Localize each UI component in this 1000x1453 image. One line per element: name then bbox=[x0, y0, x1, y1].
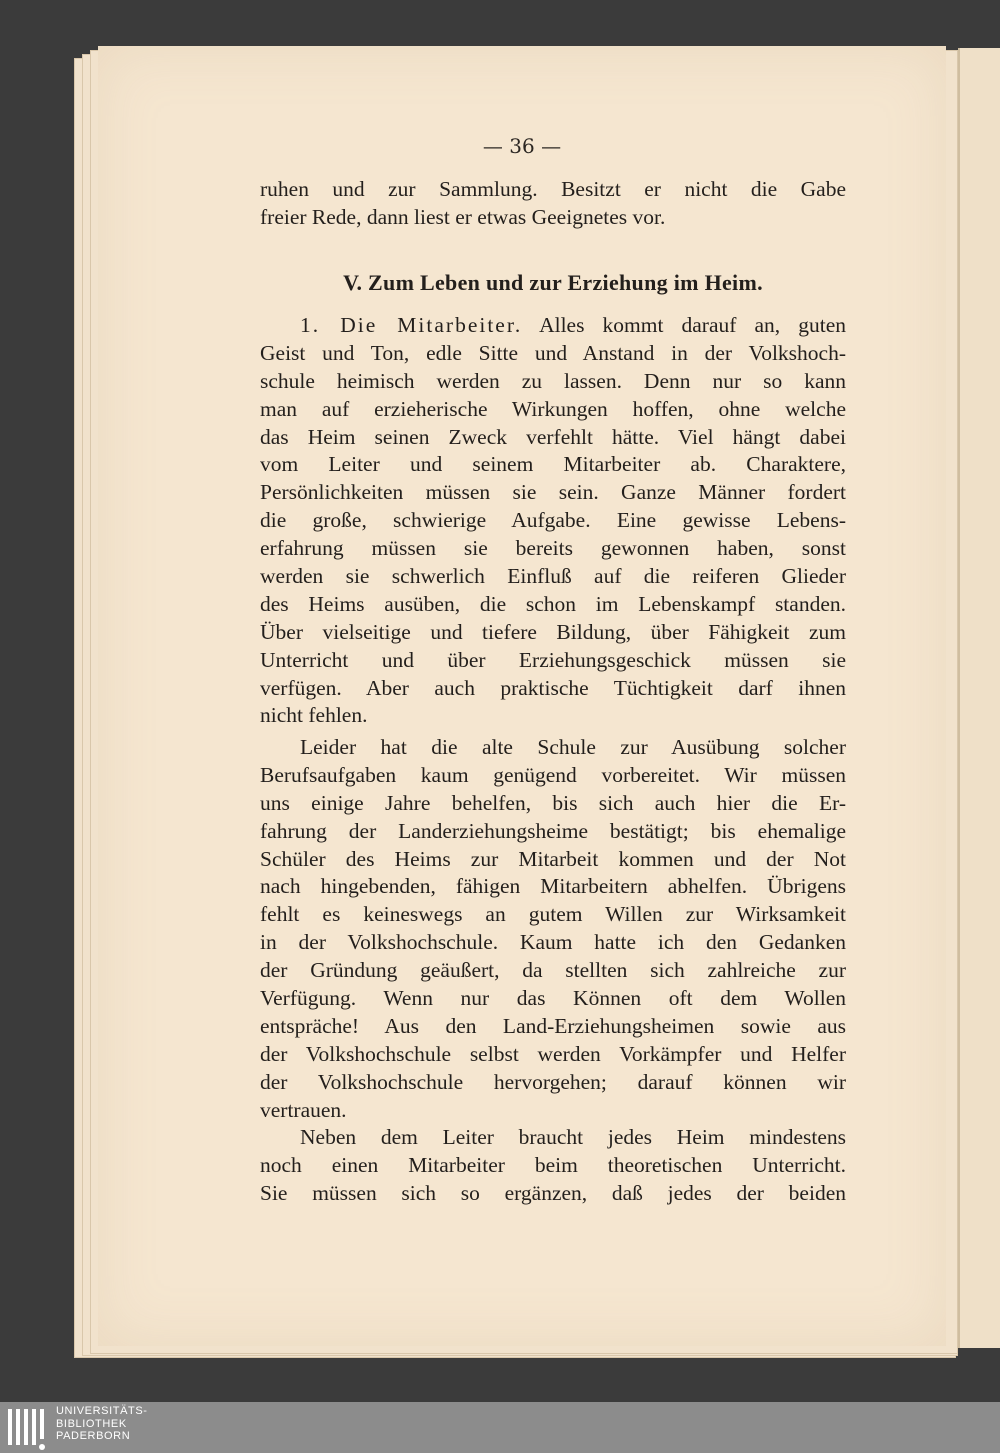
text-line: Unterricht und über Erziehungsgeschick müssen sie bbox=[260, 647, 846, 672]
subsection-title: 1. Die Mitarbeiter. bbox=[300, 313, 523, 337]
text-line: der Gründung geäußert, da stellten sich zahlreiche zur bbox=[260, 958, 846, 983]
text-line: Leider hat die alte Schule zur Ausübung solcher bbox=[300, 735, 846, 759]
text-line: der Volkshochschule hervorgehen; darauf können wir bbox=[260, 1069, 846, 1094]
text-line bbox=[260, 312, 846, 340]
paragraph-mitarbeiter bbox=[260, 312, 846, 730]
text-line: uns einige Jahre behelfen, bis sich auch hier die Er- bbox=[260, 790, 846, 815]
text-line: man auf erzieherische Wirkungen hoffen, ohne welche bbox=[260, 396, 846, 421]
text-line: Geist und Ton, edle Sitte und Anstand in der Volkshoch- bbox=[260, 340, 846, 365]
library-name-line: BIBLIOTHEK bbox=[56, 1417, 127, 1430]
text-line: erfahrung müssen sie bereits gewonnen haben, sonst bbox=[260, 536, 846, 561]
text-line: schule heimisch werden zu lassen. Denn nur so kann bbox=[260, 368, 846, 393]
paragraph-leider bbox=[260, 734, 846, 1124]
library-name-line: PADERBORN bbox=[56, 1430, 131, 1442]
paragraph-neben bbox=[260, 1124, 846, 1208]
text-line: fahrung der Landerziehungsheime bestätigt; bis ehemalige bbox=[260, 818, 846, 843]
text-line: in der Volkshochschule. Kaum hatte ich den Gedanken bbox=[260, 930, 846, 955]
opening-paragraph bbox=[260, 176, 846, 232]
text-fragment: Alles kommt darauf an, guten bbox=[522, 313, 846, 337]
text-line: der Volkshochschule selbst werden Vorkämpfer und Helfer bbox=[260, 1041, 846, 1066]
text-line: vertrauen. bbox=[260, 1097, 347, 1122]
section-heading: V. Zum Leben und zur Erziehung im Heim. bbox=[343, 270, 763, 295]
text-line: ruhen und zur Sammlung. Besitzt er nicht die Gabe bbox=[260, 177, 846, 201]
text-line: Persönlichkeiten müssen sie sein. Ganze Männer fordert bbox=[260, 480, 846, 505]
text-line: nicht fehlen. bbox=[260, 703, 368, 728]
text-line: Schüler des Heims zur Mitarbeit kommen und der Not bbox=[260, 846, 846, 871]
adjacent-page-edge bbox=[958, 48, 1000, 1348]
text-line: noch einen Mitarbeiter beim theoretischen Unterricht. bbox=[260, 1152, 846, 1177]
page-number: — 36 — bbox=[482, 134, 562, 158]
text-line: Berufsaufgaben kaum genügend vorbereitet. Wir müssen bbox=[260, 762, 846, 787]
text-line: verfügen. Aber auch praktische Tüchtigkeit darf ihnen bbox=[260, 675, 846, 700]
text-line: entspräche! Aus den Land-Erziehungsheimen sowie aus bbox=[260, 1013, 846, 1038]
library-name-line: UNIVERSITÄTS- bbox=[56, 1405, 148, 1417]
text-line: Neben dem Leiter braucht jedes Heim mindestens bbox=[300, 1125, 846, 1149]
library-footer bbox=[0, 1402, 1000, 1453]
book-page bbox=[98, 46, 946, 1346]
library-logo-icon bbox=[8, 1409, 48, 1451]
text-line: vom Leiter und seinem Mitarbeiter ab. Charaktere, bbox=[260, 452, 846, 477]
library-name bbox=[56, 1405, 148, 1443]
text-line: freier Rede, dann liest er etwas Geeignetes vor. bbox=[260, 204, 666, 229]
text-line: nach hingebenden, fähigen Mitarbeitern abhelfen. Übrigens bbox=[260, 874, 846, 899]
text-line: die große, schwierige Aufgabe. Eine gewisse Lebens- bbox=[260, 508, 846, 533]
text-line: Verfügung. Wenn nur das Können oft dem Wollen bbox=[260, 986, 846, 1011]
text-line: fehlt es keineswegs an gutem Willen zur Wirksamkeit bbox=[260, 902, 846, 927]
text-line: das Heim seinen Zweck verfehlt hätte. Viel hängt dabei bbox=[260, 424, 846, 449]
text-line: Sie müssen sich so ergänzen, daß jedes der beiden bbox=[260, 1180, 846, 1205]
text-line: Über vielseitige und tiefere Bildung, über Fähigkeit zum bbox=[260, 619, 846, 644]
text-line: werden sie schwerlich Einfluß auf die reiferen Glieder bbox=[260, 564, 846, 589]
text-line: des Heims ausüben, die schon im Lebenskampf standen. bbox=[260, 591, 846, 616]
